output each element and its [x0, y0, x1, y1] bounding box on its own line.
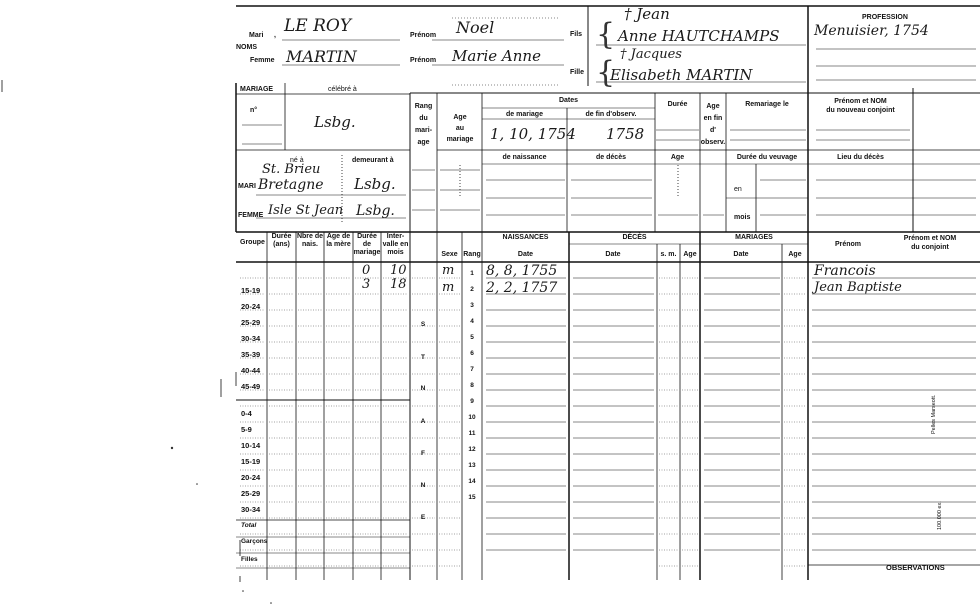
- femme-ne-a-value: Isle St Jean: [268, 203, 344, 218]
- filles-label: Filles: [241, 556, 258, 563]
- child-naissance-date: 8, 8, 1755: [486, 263, 558, 279]
- remariage-label: Remariage le: [745, 101, 789, 108]
- duree-mariage-label: Durée de mariage: [353, 233, 381, 256]
- rang-number: 12: [468, 446, 476, 453]
- fils-brace: {: [596, 17, 616, 52]
- rang-number: 13: [468, 462, 476, 469]
- child-intervalle: 18: [390, 277, 407, 292]
- lieu-mariage-value: Lsbg.: [314, 113, 356, 131]
- femme-row-label: FEMME: [238, 212, 264, 219]
- age-group-label: 25-29: [241, 489, 261, 498]
- age-group-label: 25-29: [241, 318, 261, 327]
- rang-number: 8: [470, 382, 474, 389]
- mari-label: Mari: [249, 32, 264, 39]
- fils-label: Fils: [570, 31, 583, 38]
- age-fin-label: Age en fin d' observ.: [700, 103, 726, 146]
- age-group-label: 15-19: [241, 457, 261, 466]
- rang-number: 3: [470, 302, 474, 309]
- mariages-date-label: Date: [733, 251, 749, 258]
- rang-col-label: Rang: [463, 251, 481, 258]
- sm-label: s. m.: [660, 251, 677, 258]
- enfants-letter: N: [420, 385, 426, 392]
- sep-mark: ,: [274, 32, 276, 39]
- age-group-label: 0-4: [241, 409, 252, 418]
- rang-number: 2: [470, 286, 474, 293]
- mariages-label: MARIAGES: [735, 234, 773, 241]
- enfants-letter: E: [420, 514, 426, 521]
- rang-number: 11: [468, 430, 476, 437]
- child-duree-mariage: 3: [362, 277, 371, 292]
- fils-line2-value: Anne HAUTCHAMPS: [618, 27, 780, 45]
- en-label: en: [734, 186, 742, 193]
- age-mere-label: Age de la mère: [326, 233, 351, 248]
- enfants-letter: T: [421, 354, 425, 361]
- duree-label: Durée: [667, 101, 688, 108]
- rang-number: 14: [468, 478, 476, 485]
- celebre-label: célébré à: [328, 86, 357, 93]
- de-deces-label: de décès: [596, 154, 626, 161]
- de-fin-observ-label: de fin d'observ.: [585, 111, 637, 118]
- femme-nom-value: MARTIN: [286, 47, 357, 66]
- de-mariage-label: de mariage: [506, 111, 543, 118]
- fille-label: Fille: [570, 69, 585, 76]
- profession-label: PROFESSION: [862, 14, 908, 21]
- age-group-label: 30-34: [241, 505, 261, 514]
- rang-number: 7: [470, 366, 474, 373]
- naissance-date-label: Date: [517, 251, 534, 258]
- rang-number: 1: [470, 270, 474, 277]
- femme-prenom-value: Marie Anne: [452, 47, 541, 65]
- age-mariage-label: Age au mariage: [446, 114, 474, 143]
- fille-line2-value: Elisabeth MARTIN: [610, 66, 753, 84]
- enfants-letter: S: [420, 321, 426, 328]
- age-label: Age: [670, 154, 685, 161]
- child-prenom: Jean Baptiste: [814, 280, 902, 295]
- rang-number: 4: [470, 318, 474, 325]
- child-sexe: m: [442, 263, 455, 278]
- intervalle-label: Inter- valle en mois: [382, 233, 409, 256]
- fils-line1-value: † Jean: [624, 5, 670, 23]
- rang-mariage-label: Rang du mari- age: [414, 103, 433, 146]
- dates-label: Dates: [558, 97, 579, 104]
- print-run-label: 100.000 ex.: [937, 501, 943, 530]
- child-intervalle: 10: [390, 263, 407, 278]
- enfants-letter: A: [420, 418, 426, 425]
- mari-row-label: MARI: [238, 183, 256, 190]
- age-group-label: 10-14: [241, 441, 261, 450]
- mariage-label: MARIAGE: [240, 86, 274, 93]
- deces-label: DÉCÈS: [622, 234, 647, 241]
- child-duree-mariage: 0: [362, 263, 371, 278]
- groupe-label: Groupe: [240, 239, 265, 246]
- deces-date-label: Date: [605, 251, 621, 258]
- deces-age-label: Age: [683, 251, 697, 258]
- printer-label: Pelles Marseott.: [931, 394, 937, 434]
- rang-number: 15: [468, 494, 476, 501]
- rang-number: 5: [470, 334, 474, 341]
- profession-value: Menuisier, 1754: [814, 23, 929, 39]
- mari-nom-value: LE ROY: [284, 16, 352, 36]
- garcons-label: Garçons: [241, 538, 268, 545]
- child-sexe: m: [442, 280, 455, 295]
- age-group-label: 45-49: [241, 382, 261, 391]
- lieu-deces-label: Lieu du décès: [837, 154, 884, 161]
- age-group-label: 35-39: [241, 350, 261, 359]
- mari-ne-a-value-1: St. Brieu: [262, 162, 321, 177]
- nbre-naiss-label: Nbre de nais.: [296, 233, 324, 248]
- child-prenom: Francois: [814, 263, 876, 279]
- femme-demeurant-value: Lsbg.: [356, 203, 395, 219]
- mari-ne-a-value-2: Bretagne: [258, 177, 324, 193]
- rang-number: 9: [470, 398, 474, 405]
- no-label: n°: [250, 107, 258, 114]
- prenom-nom-conjoint-label: Prénom et NOM du conjoint: [903, 235, 957, 251]
- fille-brace: {: [596, 55, 616, 90]
- de-naissance-label: de naissance: [502, 154, 547, 161]
- age-group-label: 30-34: [241, 334, 261, 343]
- rang-number: 6: [470, 350, 474, 357]
- enfants-letter: F: [421, 450, 425, 457]
- mari-prenom-value: Noel: [456, 18, 495, 37]
- age-group-label: 20-24: [241, 302, 261, 311]
- mariages-age-label: Age: [788, 251, 802, 258]
- fille-line1-value: † Jacques: [620, 47, 682, 62]
- mois-label: mois: [734, 214, 751, 221]
- date-fin-observ-value: 1758: [606, 125, 645, 143]
- ne-a-label: né à: [290, 157, 304, 164]
- observations-label: OBSERVATIONS: [886, 563, 945, 572]
- prenom-label: Prénom: [834, 241, 862, 248]
- age-group-label: 40-44: [241, 366, 261, 375]
- date-mariage-value: 1, 10, 1754: [490, 125, 576, 143]
- age-group-label: 5-9: [241, 425, 252, 434]
- sexe-label: Sexe: [441, 251, 458, 258]
- age-group-label: 15-19: [241, 286, 261, 295]
- child-naissance-date: 2, 2, 1757: [486, 280, 558, 296]
- demeurant-label: demeurant à: [352, 157, 394, 164]
- enfants-letter: N: [420, 482, 426, 489]
- prenom-femme-label: Prénom: [410, 57, 437, 64]
- duree-ans-label: Durée (ans): [271, 233, 292, 248]
- duree-veuvage-label: Durée du veuvage: [736, 154, 798, 161]
- prenom-mari-label: Prénom: [410, 32, 437, 39]
- naissances-label: NAISSANCES: [502, 234, 549, 241]
- rang-number: 10: [468, 414, 476, 421]
- femme-label: Femme: [250, 57, 275, 64]
- mari-demeurant-value: Lsbg.: [354, 175, 396, 193]
- noms-label: NOMS: [236, 44, 257, 51]
- nouveau-conjoint-label: Prénom et NOM du nouveau conjoint: [826, 98, 895, 114]
- total-label: Total: [241, 522, 257, 529]
- age-group-label: 20-24: [241, 473, 261, 482]
